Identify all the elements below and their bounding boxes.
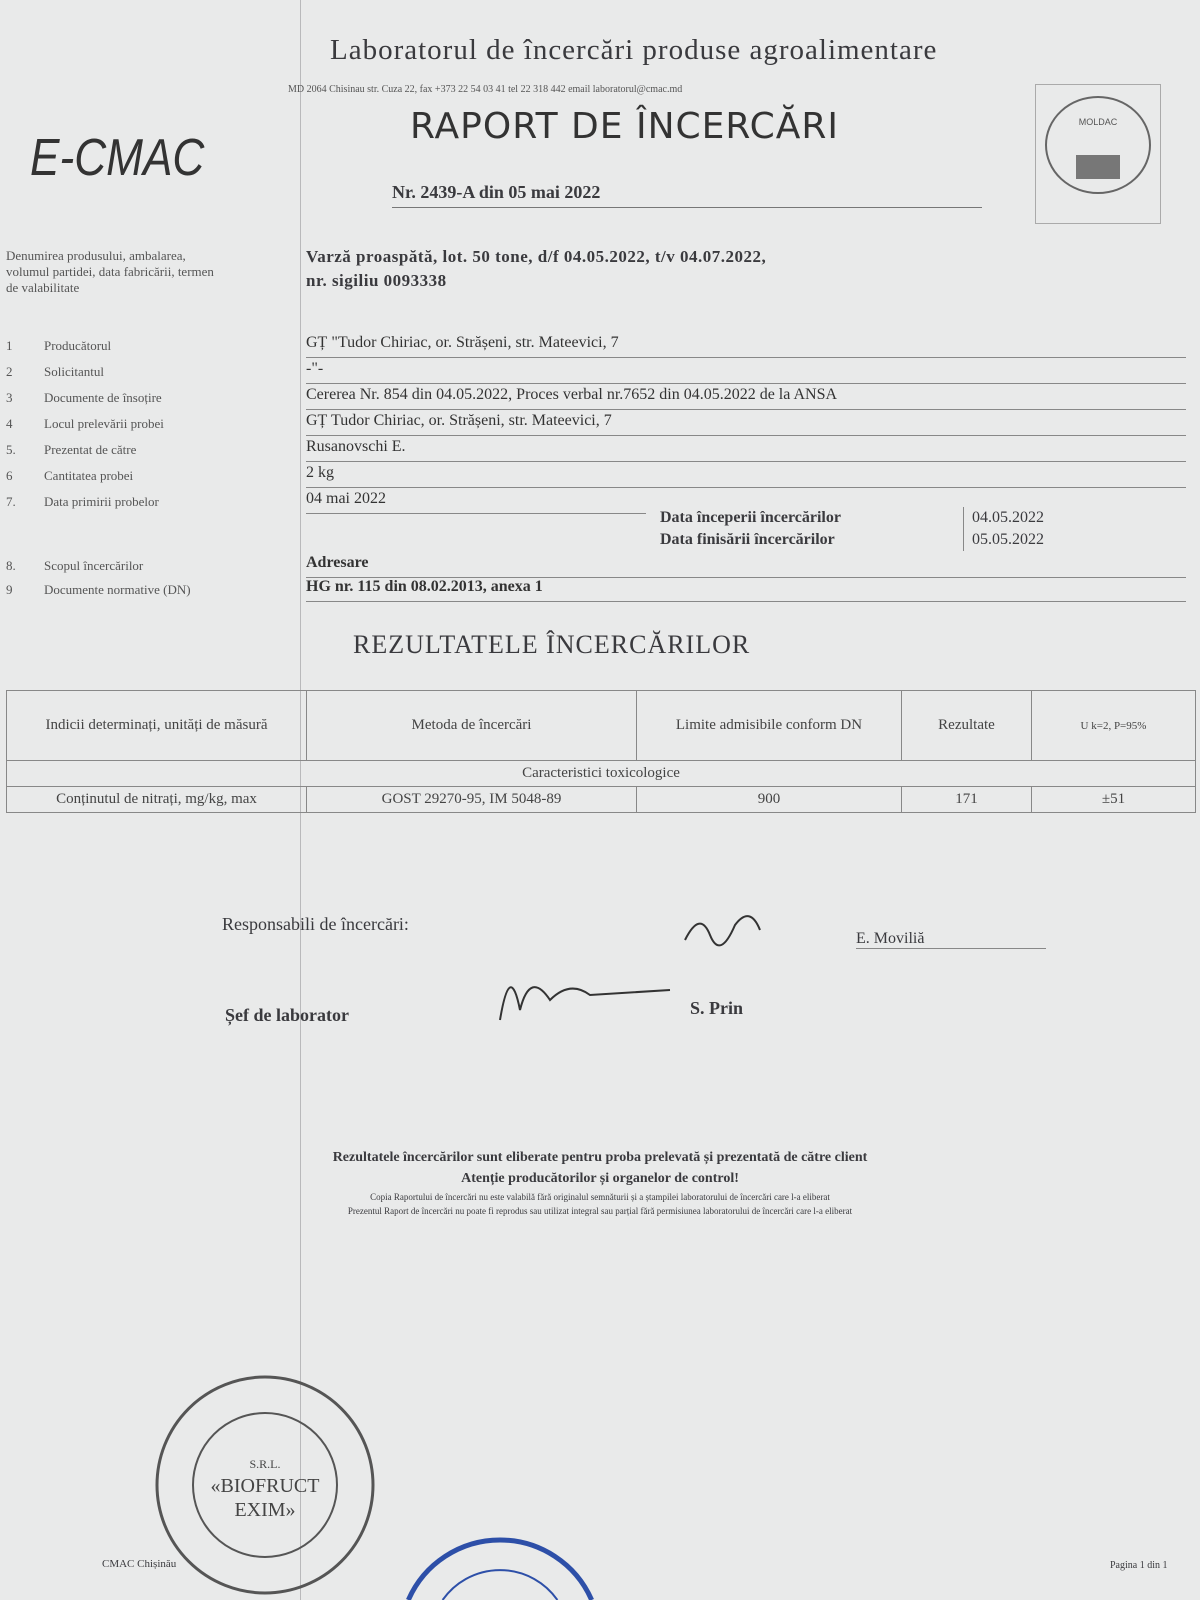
field-label: Prezentat de către [44, 442, 137, 457]
footer-note-2: Atenție producătorilor și organelor de control! [461, 1171, 739, 1186]
signature-2 [480, 950, 680, 1030]
lab-title: Laboratorul de încercări produse agroalimentare [330, 34, 938, 66]
header-indicator: Indicii determinați, unități de măsură [7, 691, 307, 761]
field-label: Locul prelevării probei [44, 416, 164, 431]
field-number: 3 [6, 390, 13, 405]
cell-method: GOST 29270-95, IM 5048-89 [307, 787, 637, 813]
field-number: 5. [6, 442, 16, 457]
stamp-eltan [400, 1530, 600, 1600]
head-name: S. Prin [690, 998, 744, 1018]
product-line-2: nr. sigiliu 0093338 [306, 271, 447, 290]
product-line-1: Varză proaspătă, lot. 50 tone, d/f 04.05.2022, t/v 04.07.2022, [306, 247, 767, 266]
field-value: Adresare [306, 554, 1186, 578]
footer-note-1: Rezultatele încercărilor sunt eliberate pentru proba prelevată și prezentată de către client [332, 1150, 868, 1165]
svg-text:S.R.L.: S.R.L. [249, 1457, 281, 1471]
field-row [6, 578, 1196, 608]
badge-text: MOLDAC [1078, 117, 1118, 127]
field-number: 7. [6, 494, 16, 509]
responsible-label: Responsabili de încercări: [222, 914, 409, 934]
field-label: Scopul încercărilor [44, 558, 144, 573]
responsible-name: E. Moviliă [856, 930, 1046, 949]
start-date-label: Data începerii încercărilor [660, 509, 841, 526]
field-value: 04 mai 2022 [306, 490, 646, 514]
svg-text:EXIM»: EXIM» [234, 1499, 296, 1521]
header-uncertainty: U k=2, P=95% [1032, 691, 1196, 761]
footer-note-3: Copia Raportului de încercări nu este valabilă fără originalul semnăturii și a ștampilei laboratorului de încercări care l-a eliberat [370, 1192, 830, 1202]
field-number: 6 [6, 468, 13, 483]
field-label: Data primirii probelor [44, 494, 159, 509]
field-label: Producătorul [44, 338, 112, 353]
field-number: 2 [6, 364, 13, 379]
header-method: Metoda de încercări [307, 691, 637, 761]
table-row [7, 787, 1196, 813]
cmac-footer: CMAC Chișinău [102, 1558, 177, 1570]
end-date-label: Data finisării încercărilor [660, 531, 835, 548]
field-label: Solicitantul [44, 364, 104, 379]
start-date: 04.05.2022 [972, 509, 1044, 526]
cell-limit: 900 [637, 787, 902, 813]
product-label: Denumirea produsului, ambalarea, volumul partidei, data fabricării, termen de valabilitate [6, 248, 214, 295]
test-date-values [963, 507, 1044, 551]
field-value: GȚ "Tudor Chiriac, or. Strășeni, str. Mateevici, 7 [306, 334, 1186, 358]
logo: E-CMAC [30, 129, 205, 187]
field-value: -"- [306, 360, 1186, 384]
report-number: Nr. 2439-A din 05 mai 2022 [392, 182, 982, 208]
report-title: RAPORT DE ÎNCERCĂRI [410, 106, 840, 147]
head-label: Șef de laborator [225, 1005, 349, 1025]
field-value: Rusanovschi E. [306, 438, 1186, 462]
accreditation-badge [1035, 84, 1161, 224]
field-number: 1 [6, 338, 13, 353]
end-date: 05.05.2022 [972, 531, 1044, 548]
field-number: 9 [6, 582, 13, 597]
cell-indicator: Conținutul de nitrați, mg/kg, max [7, 787, 307, 813]
field-number: 8. [6, 558, 16, 573]
results-title: REZULTATELE ÎNCERCĂRILOR [353, 630, 751, 659]
field-value: GȚ Tudor Chiriac, or. Strășeni, str. Mateevici, 7 [306, 412, 1186, 436]
product-value [306, 245, 766, 293]
signature-1 [680, 900, 780, 950]
group-label: Caracteristici toxicologice [7, 761, 1196, 787]
test-date-labels [660, 507, 841, 551]
field-value: Cererea Nr. 854 din 04.05.2022, Proces verbal nr.7652 din 04.05.2022 de la ANSA [306, 386, 1186, 410]
field-value: 2 kg [306, 464, 1186, 488]
field-label: Documente de însoțire [44, 390, 162, 405]
field-label: Cantitatea probei [44, 468, 134, 483]
cell-result: 171 [902, 787, 1032, 813]
cell-uncertainty: ±51 [1032, 787, 1196, 813]
svg-text:«BIOFRUCT: «BIOFRUCT [210, 1475, 320, 1497]
header-limits: Limite admisibile conform DN [637, 691, 902, 761]
field-value: HG nr. 115 din 08.02.2013, anexa 1 [306, 578, 1186, 602]
field-label: Documente normative (DN) [44, 582, 191, 597]
table-group-row [7, 761, 1196, 787]
stamp-biofruct [150, 1370, 380, 1600]
page-number: Pagina 1 din 1 [1110, 1560, 1168, 1571]
results-table [6, 690, 1196, 813]
header-result: Rezultate [902, 691, 1032, 761]
field-number: 4 [6, 416, 13, 431]
footer-note-4: Prezentul Raport de încercări nu poate fi reprodus sau utilizat integral sau parțial fără permisiunea laboratorului de încercări care l-a eliberat [347, 1206, 853, 1216]
lab-address: MD 2064 Chisinau str. Cuza 22, fax +373 22 54 03 41 tel 22 318 442 email laboratorul@cmac.md [288, 84, 683, 95]
table-header-row [7, 691, 1196, 761]
